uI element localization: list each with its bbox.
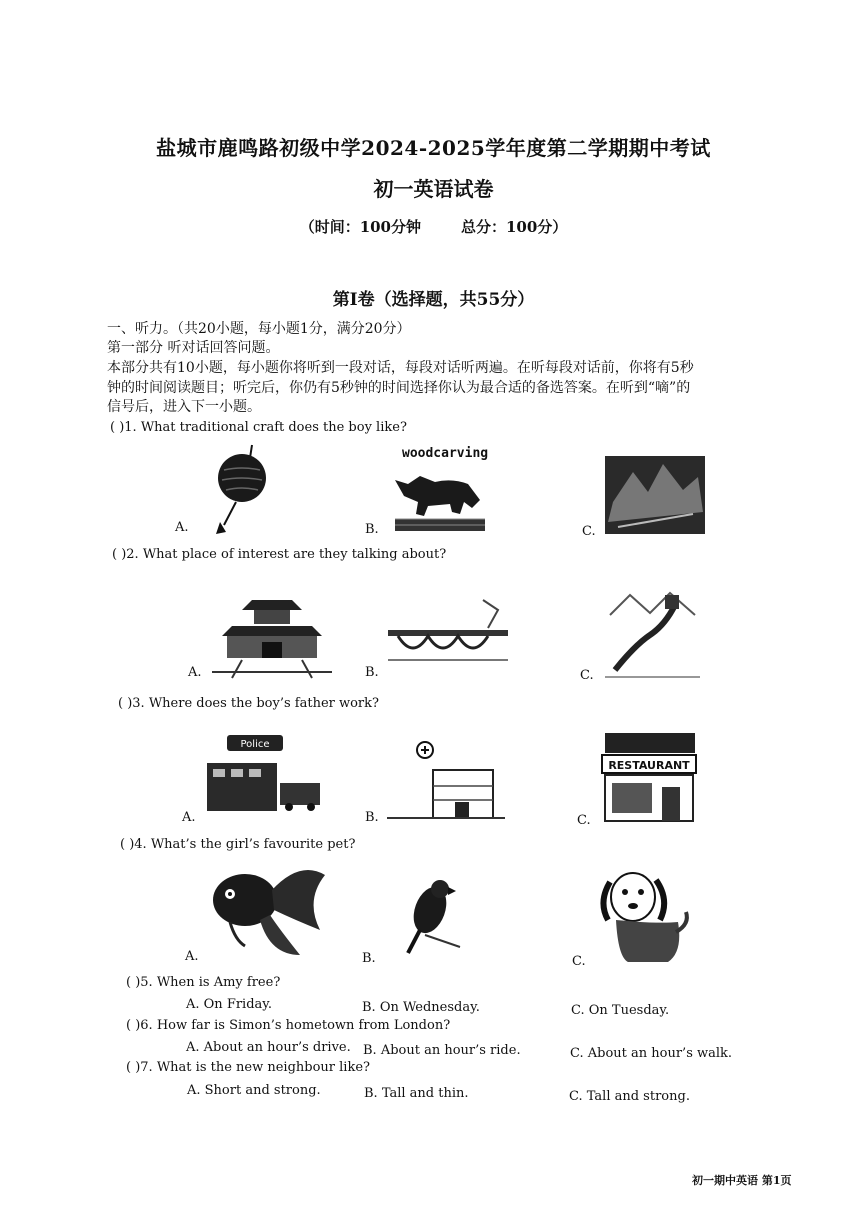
instructions-line-2: 钟的时间阅读题目；听完后，你仍有5秒钟的时间选择你认为最合适的备选答案。在听到“嘀”的 xyxy=(107,380,691,396)
question-1 xyxy=(110,420,407,435)
instructions-line-3: 信号后，进入下一小题。 xyxy=(107,399,261,415)
answer-bracket[interactable]: ( ) xyxy=(112,547,127,562)
answer-bracket[interactable]: ( ) xyxy=(110,420,125,435)
instructions-line-1: 本部分共有10小题，每小题你将听到一段对话，每段对话听两遍。在听每段对话前，你将有5秒 xyxy=(107,360,694,376)
page-footer: 初一期中英语 第1页 xyxy=(692,1174,792,1187)
answer-bracket[interactable]: ( ) xyxy=(118,696,133,711)
section-title: 第Ⅰ卷（选择题，共55分） xyxy=(332,290,535,310)
q1-option-c[interactable]: C. xyxy=(582,524,596,539)
bridge-icon xyxy=(388,590,508,675)
q7-option-b[interactable]: B. Tall and thin. xyxy=(364,1086,469,1101)
q6-option-b[interactable]: B. About an hour’s ride. xyxy=(363,1043,521,1058)
q6-option-c[interactable]: C. About an hour’s walk. xyxy=(570,1046,733,1061)
dog-icon xyxy=(598,862,693,967)
great-wall-icon xyxy=(605,585,700,680)
lantern-icon xyxy=(210,440,280,535)
restaurant-sign-text: RESTAURANT xyxy=(608,759,690,772)
answer-bracket[interactable]: ( ) xyxy=(126,1060,141,1075)
exam-score: 总分：100分） xyxy=(461,218,568,236)
question-4 xyxy=(120,837,355,852)
question-text: 2. What place of interest are they talking about? xyxy=(126,547,447,562)
question-6 xyxy=(126,1018,450,1033)
question-2 xyxy=(112,547,446,562)
q2-option-c[interactable]: C. xyxy=(580,668,594,683)
question-7 xyxy=(126,1060,370,1075)
palace-icon xyxy=(212,580,332,680)
question-text: 6. How far is Simon’s hometown from London? xyxy=(140,1018,451,1033)
question-text: 5. When is Amy free? xyxy=(140,975,281,990)
q3-option-c[interactable]: C. xyxy=(577,813,591,828)
hospital-icon xyxy=(385,740,510,822)
exam-title: 盐城市鹿鸣路初级中学2024-2025学年度第二学期期中考试 xyxy=(156,136,711,160)
q3-option-b[interactable]: B. xyxy=(365,810,379,825)
q7-option-a[interactable]: A. Short and strong. xyxy=(187,1083,321,1098)
q5-option-b[interactable]: B. On Wednesday. xyxy=(362,1000,480,1015)
part-heading: 一、听力。（共20小题，每小题1分，满分20分） xyxy=(107,321,411,337)
answer-bracket[interactable]: ( ) xyxy=(120,837,135,852)
q2-option-a[interactable]: A. xyxy=(188,665,202,680)
restaurant-icon xyxy=(600,725,700,825)
exam-time-score xyxy=(0,216,867,237)
exam-time: （时间：100分钟 xyxy=(299,218,421,236)
answer-bracket[interactable]: ( ) xyxy=(126,975,141,990)
question-text: 4. What’s the girl’s favourite pet? xyxy=(134,837,356,852)
q5-option-c[interactable]: C. On Tuesday. xyxy=(571,1003,670,1018)
q4-option-c[interactable]: C. xyxy=(572,954,586,969)
police-sign-text: Police xyxy=(240,739,270,750)
q2-option-b[interactable]: B. xyxy=(365,665,379,680)
woodcarving-ox-icon xyxy=(390,462,490,537)
q4-option-a[interactable]: A. xyxy=(185,949,199,964)
q7-option-c[interactable]: C. Tall and strong. xyxy=(569,1089,690,1104)
paper-cut-scene-icon xyxy=(603,452,708,537)
question-text: 7. What is the new neighbour like? xyxy=(140,1060,371,1075)
q1-option-b[interactable]: B. xyxy=(365,522,379,537)
goldfish-icon xyxy=(200,860,330,960)
q1-option-a[interactable]: A. xyxy=(175,520,189,535)
question-text: 1. What traditional craft does the boy like? xyxy=(124,420,407,435)
police-station-icon xyxy=(205,735,325,815)
answer-bracket[interactable]: ( ) xyxy=(126,1018,141,1033)
parrot-icon xyxy=(400,875,465,955)
q6-option-a[interactable]: A. About an hour’s drive. xyxy=(186,1040,351,1055)
q4-option-b[interactable]: B. xyxy=(362,951,376,966)
q5-option-a[interactable]: A. On Friday. xyxy=(186,997,273,1012)
q3-option-a[interactable]: A. xyxy=(182,810,196,825)
question-5 xyxy=(126,975,280,990)
question-text: 3. Where does the boy’s father work? xyxy=(132,696,379,711)
question-3 xyxy=(118,696,379,711)
woodcarving-label: woodcarving xyxy=(402,446,489,461)
part-subheading: 第一部分 听对话回答问题。 xyxy=(107,340,280,356)
exam-subtitle: 初一英语试卷 xyxy=(373,177,494,201)
